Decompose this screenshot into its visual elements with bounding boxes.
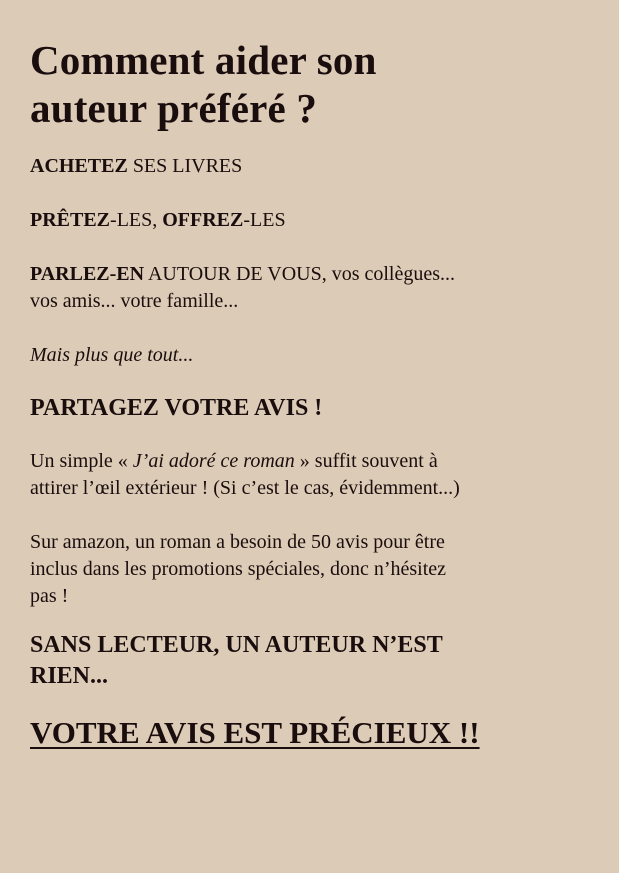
paragraph-simple-review (30, 448, 595, 502)
title-line-2: auteur préféré ? (30, 85, 318, 131)
no-reader-line-1: SANS LECTEUR, UN AUTEUR N’EST (30, 632, 443, 658)
heading-no-reader (30, 630, 595, 692)
talk-rest: AUTOUR DE VOUS, vos collègues... (144, 263, 456, 285)
simple-prefix: Un simple « (30, 450, 133, 472)
simple-suffix: » suffit souvent à (294, 450, 438, 472)
lend-emphasis: PRÊTEZ (30, 209, 111, 231)
offer-suffix: -LES (243, 209, 286, 231)
buy-emphasis: ACHETEZ (30, 155, 128, 177)
title-line-1: Comment aider son (30, 37, 377, 83)
heading-share-review: PARTAGEZ VOTRE AVIS ! (30, 395, 323, 421)
document-page (30, 36, 595, 752)
talk-emphasis: PARLEZ-EN (30, 263, 145, 285)
amazon-line-3: pas ! (30, 585, 69, 607)
page-title (30, 36, 595, 132)
amazon-line-2: inclus dans les promotions spéciales, donc n’hésitez (30, 558, 447, 580)
paragraph-but-above-all (30, 342, 595, 369)
final-statement: VOTRE AVIS EST PRÉCIEUX !! (30, 715, 480, 750)
paragraph-buy (30, 153, 595, 180)
offer-emphasis: OFFREZ (162, 209, 244, 231)
paragraph-talk (30, 261, 595, 315)
buy-rest: SES LIVRES (127, 155, 243, 177)
above-all-text: Mais plus que tout... (30, 344, 194, 366)
lend-suffix: -LES, (110, 209, 163, 231)
paragraph-lend (30, 207, 595, 234)
amazon-line-1: Sur amazon, un roman a besoin de 50 avis pour être (30, 531, 445, 553)
simple-line-2: attirer l’œil extérieur ! (Si c’est le cas, évidemment...) (30, 477, 460, 499)
talk-line-2: vos amis... votre famille... (30, 290, 239, 312)
paragraph-amazon (30, 529, 595, 610)
quoted-review: J’ai adoré ce roman (132, 450, 295, 472)
no-reader-line-2: RIEN... (30, 663, 109, 689)
